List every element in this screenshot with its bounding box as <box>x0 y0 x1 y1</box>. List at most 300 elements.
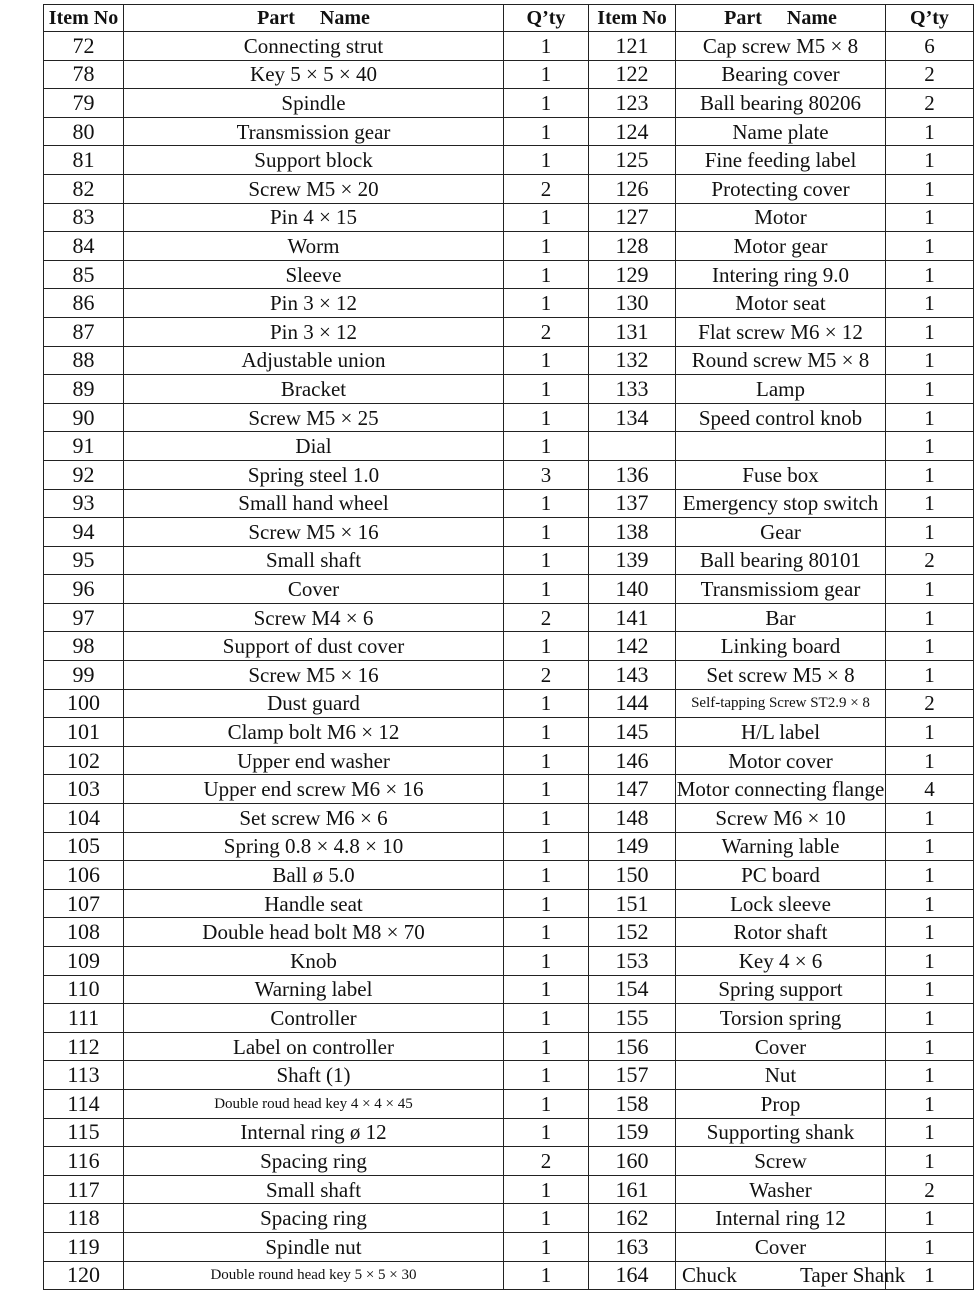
part-name-right: Cap screw M5 × 8 <box>676 32 886 61</box>
quantity-left: 1 <box>504 689 589 718</box>
part-name-left: Double roud head key 4 × 4 × 45 <box>124 1089 504 1118</box>
part-name-left: Ball ø 5.0 <box>124 861 504 890</box>
quantity-right: 1 <box>886 1204 974 1233</box>
quantity-right: 1 <box>886 1061 974 1090</box>
part-name-left: Knob <box>124 947 504 976</box>
item-number-right: 124 <box>589 117 676 146</box>
table-row <box>44 775 974 804</box>
part-name-left: Support block <box>124 146 504 175</box>
header-item-no-left: Item No <box>44 5 124 32</box>
header-part-word: Part <box>257 7 295 29</box>
part-name-left: Spacing ring <box>124 1204 504 1233</box>
quantity-right: 1 <box>886 432 974 461</box>
part-name-left: Spring 0.8 × 4.8 × 10 <box>124 832 504 861</box>
table-row <box>44 203 974 232</box>
table-row <box>44 317 974 346</box>
part-name-left: Screw M5 × 25 <box>124 403 504 432</box>
table-row <box>44 918 974 947</box>
quantity-right: 1 <box>886 460 974 489</box>
item-number-left: 112 <box>44 1032 124 1061</box>
quantity-right: 1 <box>886 947 974 976</box>
quantity-left: 1 <box>504 832 589 861</box>
table-row <box>44 804 974 833</box>
quantity-left: 1 <box>504 918 589 947</box>
item-number-left: 107 <box>44 889 124 918</box>
part-name-left: Internal ring ø 12 <box>124 1118 504 1147</box>
item-number-right: 145 <box>589 718 676 747</box>
item-number-left: 84 <box>44 232 124 261</box>
table-row <box>44 661 974 690</box>
quantity-right: 2 <box>886 689 974 718</box>
item-number-left: 82 <box>44 174 124 203</box>
quantity-right: 1 <box>886 889 974 918</box>
item-number-left: 96 <box>44 575 124 604</box>
quantity-left: 2 <box>504 1147 589 1176</box>
table-row <box>44 832 974 861</box>
part-name-left: Transmission gear <box>124 117 504 146</box>
quantity-right: 1 <box>886 317 974 346</box>
part-name-left: Connecting strut <box>124 32 504 61</box>
quantity-left: 1 <box>504 117 589 146</box>
part-name-left: Screw M5 × 16 <box>124 518 504 547</box>
header-qty-right: Q’ty <box>886 5 974 32</box>
quantity-left: 1 <box>504 1175 589 1204</box>
quantity-left: 1 <box>504 1089 589 1118</box>
part-name-right: Round screw M5 × 8 <box>676 346 886 375</box>
table-row <box>44 947 974 976</box>
parts-table <box>43 4 974 1290</box>
part-name-right: Flat screw M6 × 12 <box>676 317 886 346</box>
item-number-left: 88 <box>44 346 124 375</box>
part-name-right: Self-tapping Screw ST2.9 × 8 <box>676 689 886 718</box>
part-name-right: Torsion spring <box>676 1004 886 1033</box>
quantity-right: 1 <box>886 575 974 604</box>
part-name-right: Ball bearing 80101 <box>676 546 886 575</box>
part-name-left: Warning label <box>124 975 504 1004</box>
item-number-left: 95 <box>44 546 124 575</box>
header-item-no-right: Item No <box>589 5 676 32</box>
item-number-right: 149 <box>589 832 676 861</box>
table-row <box>44 1004 974 1033</box>
part-name-left: Screw M4 × 6 <box>124 603 504 632</box>
part-name-right: Cover <box>676 1232 886 1261</box>
part-name-right: Lock sleeve <box>676 889 886 918</box>
item-number-left: 117 <box>44 1175 124 1204</box>
table-row <box>44 546 974 575</box>
table-row <box>44 603 974 632</box>
item-number-right: 152 <box>589 918 676 947</box>
item-number-right: 164 <box>589 1261 676 1290</box>
item-number-right: 159 <box>589 1118 676 1147</box>
part-name-left: Spindle <box>124 89 504 118</box>
item-number-right: 140 <box>589 575 676 604</box>
item-number-right: 131 <box>589 317 676 346</box>
quantity-right: 1 <box>886 1147 974 1176</box>
header-part-name-right <box>676 5 886 32</box>
item-number-left: 105 <box>44 832 124 861</box>
item-number-right: 133 <box>589 375 676 404</box>
quantity-right: 2 <box>886 546 974 575</box>
quantity-left: 3 <box>504 460 589 489</box>
table-row <box>44 518 974 547</box>
table-row <box>44 1261 974 1290</box>
item-number-left: 115 <box>44 1118 124 1147</box>
item-number-left: 92 <box>44 460 124 489</box>
quantity-right: 1 <box>886 1032 974 1061</box>
header-name-word: Name <box>319 7 370 29</box>
item-number-right: 142 <box>589 632 676 661</box>
quantity-left: 1 <box>504 775 589 804</box>
part-name-left: Pin 3 × 12 <box>124 289 504 318</box>
part-name-left: Dust guard <box>124 689 504 718</box>
item-number-left: 106 <box>44 861 124 890</box>
part-name-right: Lamp <box>676 375 886 404</box>
item-number-right: 155 <box>589 1004 676 1033</box>
item-number-right: 161 <box>589 1175 676 1204</box>
quantity-right: 1 <box>886 804 974 833</box>
quantity-left: 1 <box>504 746 589 775</box>
item-number-left: 90 <box>44 403 124 432</box>
part-name-right <box>676 432 886 461</box>
item-number-right: 126 <box>589 174 676 203</box>
item-number-right: 141 <box>589 603 676 632</box>
quantity-left: 1 <box>504 1204 589 1233</box>
table-row <box>44 575 974 604</box>
item-number-right: 127 <box>589 203 676 232</box>
table-row <box>44 1175 974 1204</box>
part-name-right: PC board <box>676 861 886 890</box>
table-row <box>44 489 974 518</box>
quantity-right: 1 <box>886 918 974 947</box>
quantity-right: 1 <box>886 832 974 861</box>
header-name-word: Name <box>786 7 837 29</box>
part-name-left: Pin 4 × 15 <box>124 203 504 232</box>
quantity-left: 1 <box>504 60 589 89</box>
part-name-left: Spindle nut <box>124 1232 504 1261</box>
table-row <box>44 889 974 918</box>
item-number-left: 113 <box>44 1061 124 1090</box>
item-number-left: 111 <box>44 1004 124 1033</box>
table-row <box>44 232 974 261</box>
part-name-right: Internal ring 12 <box>676 1204 886 1233</box>
quantity-left: 1 <box>504 203 589 232</box>
item-number-right <box>589 432 676 461</box>
quantity-left: 1 <box>504 432 589 461</box>
part-name-right: Screw <box>676 1147 886 1176</box>
quantity-right: 1 <box>886 375 974 404</box>
part-name-left: Sleeve <box>124 260 504 289</box>
item-number-right: 144 <box>589 689 676 718</box>
item-number-right: 154 <box>589 975 676 1004</box>
item-number-left: 118 <box>44 1204 124 1233</box>
item-number-left: 78 <box>44 60 124 89</box>
part-name-left: Worm <box>124 232 504 261</box>
quantity-left: 1 <box>504 403 589 432</box>
item-number-left: 100 <box>44 689 124 718</box>
quantity-left: 1 <box>504 947 589 976</box>
part-name-left: Controller <box>124 1004 504 1033</box>
quantity-right: 1 <box>886 232 974 261</box>
quantity-left: 1 <box>504 1261 589 1290</box>
item-number-right: 137 <box>589 489 676 518</box>
item-number-left: 98 <box>44 632 124 661</box>
item-number-right: 150 <box>589 861 676 890</box>
table-row <box>44 32 974 61</box>
quantity-left: 1 <box>504 1061 589 1090</box>
part-name-right: Motor seat <box>676 289 886 318</box>
item-number-right: 153 <box>589 947 676 976</box>
quantity-left: 1 <box>504 289 589 318</box>
part-name-left: Spring steel 1.0 <box>124 460 504 489</box>
part-name-right: Intering ring 9.0 <box>676 260 886 289</box>
part-name-left: Pin 3 × 12 <box>124 317 504 346</box>
table-row <box>44 260 974 289</box>
quantity-left: 1 <box>504 861 589 890</box>
item-number-left: 72 <box>44 32 124 61</box>
item-number-left: 79 <box>44 89 124 118</box>
quantity-right: 1 <box>886 260 974 289</box>
quantity-right: 1 <box>886 146 974 175</box>
part-name-right <box>676 1261 906 1290</box>
part-name-right: Supporting shank <box>676 1118 886 1147</box>
item-number-right: 130 <box>589 289 676 318</box>
parts-table-body <box>44 32 974 1290</box>
table-row <box>44 1118 974 1147</box>
table-row <box>44 375 974 404</box>
quantity-right: 1 <box>886 632 974 661</box>
item-number-left: 83 <box>44 203 124 232</box>
item-number-left: 80 <box>44 117 124 146</box>
table-row <box>44 89 974 118</box>
quantity-right: 1 <box>886 1261 974 1290</box>
part-name-left: Screw M5 × 16 <box>124 661 504 690</box>
item-number-left: 81 <box>44 146 124 175</box>
part-name-right: Fine feeding label <box>676 146 886 175</box>
part-name-left: Upper end screw M6 × 16 <box>124 775 504 804</box>
quantity-right: 1 <box>886 203 974 232</box>
part-name-left: Label on controller <box>124 1032 504 1061</box>
part-name-left: Key 5 × 5 × 40 <box>124 60 504 89</box>
item-number-right: 146 <box>589 746 676 775</box>
quantity-right: 2 <box>886 60 974 89</box>
table-row <box>44 1204 974 1233</box>
part-name-right: Linking board <box>676 632 886 661</box>
table-row <box>44 1061 974 1090</box>
quantity-left: 1 <box>504 375 589 404</box>
part-name-right: Cover <box>676 1032 886 1061</box>
item-number-right: 151 <box>589 889 676 918</box>
quantity-left: 2 <box>504 174 589 203</box>
item-number-left: 85 <box>44 260 124 289</box>
quantity-left: 1 <box>504 89 589 118</box>
quantity-left: 1 <box>504 975 589 1004</box>
table-row <box>44 718 974 747</box>
part-name-right: Name plate <box>676 117 886 146</box>
quantity-left: 1 <box>504 1118 589 1147</box>
table-row <box>44 174 974 203</box>
part-name-primary: Chuck <box>682 1263 737 1288</box>
item-number-right: 163 <box>589 1232 676 1261</box>
item-number-right: 129 <box>589 260 676 289</box>
table-row <box>44 460 974 489</box>
item-number-left: 119 <box>44 1232 124 1261</box>
quantity-left: 1 <box>504 718 589 747</box>
item-number-left: 93 <box>44 489 124 518</box>
part-name-right: Motor cover <box>676 746 886 775</box>
item-number-left: 104 <box>44 804 124 833</box>
part-name-left: Support of dust cover <box>124 632 504 661</box>
part-name-left: Small hand wheel <box>124 489 504 518</box>
part-name-left: Handle seat <box>124 889 504 918</box>
quantity-left: 1 <box>504 1232 589 1261</box>
item-number-right: 148 <box>589 804 676 833</box>
item-number-right: 138 <box>589 518 676 547</box>
part-name-left: Double head bolt M8 × 70 <box>124 918 504 947</box>
part-name-left: Small shaft <box>124 1175 504 1204</box>
item-number-left: 87 <box>44 317 124 346</box>
part-name-secondary: Taper Shank <box>800 1263 906 1288</box>
quantity-right: 2 <box>886 89 974 118</box>
item-number-left: 91 <box>44 432 124 461</box>
part-name-right: Motor <box>676 203 886 232</box>
item-number-right: 160 <box>589 1147 676 1176</box>
item-number-right: 158 <box>589 1089 676 1118</box>
part-name-left: Set screw M6 × 6 <box>124 804 504 833</box>
quantity-left: 1 <box>504 260 589 289</box>
item-number-right: 122 <box>589 60 676 89</box>
part-name-left: Screw M5 × 20 <box>124 174 504 203</box>
quantity-left: 1 <box>504 346 589 375</box>
quantity-left: 1 <box>504 518 589 547</box>
quantity-left: 1 <box>504 489 589 518</box>
table-row <box>44 975 974 1004</box>
quantity-left: 1 <box>504 1004 589 1033</box>
item-number-left: 97 <box>44 603 124 632</box>
part-name-left: Dial <box>124 432 504 461</box>
quantity-left: 1 <box>504 575 589 604</box>
table-row <box>44 746 974 775</box>
quantity-right: 1 <box>886 1118 974 1147</box>
part-name-right: Ball bearing 80206 <box>676 89 886 118</box>
quantity-right: 2 <box>886 1175 974 1204</box>
item-number-left: 102 <box>44 746 124 775</box>
quantity-left: 1 <box>504 632 589 661</box>
item-number-right: 134 <box>589 403 676 432</box>
part-name-right: Gear <box>676 518 886 547</box>
header-qty-left: Q’ty <box>504 5 589 32</box>
part-name-right: Key 4 × 6 <box>676 947 886 976</box>
part-name-right: Prop <box>676 1089 886 1118</box>
part-name-left: Cover <box>124 575 504 604</box>
item-number-right: 162 <box>589 1204 676 1233</box>
item-number-right: 123 <box>589 89 676 118</box>
table-row <box>44 346 974 375</box>
quantity-left: 1 <box>504 146 589 175</box>
part-name-right: Spring support <box>676 975 886 1004</box>
header-row <box>44 5 974 32</box>
quantity-right: 1 <box>886 346 974 375</box>
header-part-word: Part <box>724 7 762 29</box>
item-number-right: 157 <box>589 1061 676 1090</box>
item-number-right: 125 <box>589 146 676 175</box>
part-name-right: Protecting cover <box>676 174 886 203</box>
part-name-left: Spacing ring <box>124 1147 504 1176</box>
part-name-right: Fuse box <box>676 460 886 489</box>
quantity-left: 1 <box>504 32 589 61</box>
table-row <box>44 1232 974 1261</box>
part-name-left: Double round head key 5 × 5 × 30 <box>124 1261 504 1290</box>
table-row <box>44 689 974 718</box>
part-name-left: Small shaft <box>124 546 504 575</box>
part-name-right: Rotor shaft <box>676 918 886 947</box>
quantity-right: 1 <box>886 117 974 146</box>
item-number-right: 143 <box>589 661 676 690</box>
quantity-right: 1 <box>886 661 974 690</box>
table-row <box>44 403 974 432</box>
quantity-right: 1 <box>886 1089 974 1118</box>
quantity-right: 1 <box>886 489 974 518</box>
item-number-right: 147 <box>589 775 676 804</box>
item-number-left: 86 <box>44 289 124 318</box>
part-name-right: Nut <box>676 1061 886 1090</box>
part-name-right: Set screw M5 × 8 <box>676 661 886 690</box>
part-name-left: Clamp bolt M6 × 12 <box>124 718 504 747</box>
part-name-right: H/L label <box>676 718 886 747</box>
table-row <box>44 1089 974 1118</box>
part-name-left: Adjustable union <box>124 346 504 375</box>
quantity-right: 1 <box>886 289 974 318</box>
item-number-left: 108 <box>44 918 124 947</box>
part-name-right: Emergency stop switch <box>676 489 886 518</box>
table-row <box>44 1032 974 1061</box>
part-name-right: Washer <box>676 1175 886 1204</box>
item-number-right: 128 <box>589 232 676 261</box>
quantity-left: 1 <box>504 232 589 261</box>
item-number-right: 136 <box>589 460 676 489</box>
table-row <box>44 146 974 175</box>
table-row <box>44 861 974 890</box>
item-number-left: 99 <box>44 661 124 690</box>
quantity-left: 1 <box>504 804 589 833</box>
quantity-right: 6 <box>886 32 974 61</box>
part-name-left: Bracket <box>124 375 504 404</box>
parts-list-sheet <box>43 4 973 1290</box>
item-number-left: 114 <box>44 1089 124 1118</box>
quantity-right: 1 <box>886 518 974 547</box>
item-number-right: 121 <box>589 32 676 61</box>
quantity-left: 1 <box>504 889 589 918</box>
item-number-left: 120 <box>44 1261 124 1290</box>
part-name-right: Warning lable <box>676 832 886 861</box>
quantity-right: 1 <box>886 403 974 432</box>
table-row <box>44 632 974 661</box>
part-name-right: Motor gear <box>676 232 886 261</box>
quantity-left: 2 <box>504 661 589 690</box>
item-number-left: 103 <box>44 775 124 804</box>
quantity-right: 1 <box>886 746 974 775</box>
part-name-right: Screw M6 × 10 <box>676 804 886 833</box>
quantity-right: 1 <box>886 718 974 747</box>
table-row <box>44 1147 974 1176</box>
table-row <box>44 432 974 461</box>
part-name-left: Shaft (1) <box>124 1061 504 1090</box>
quantity-right: 4 <box>886 775 974 804</box>
header-part-name-left <box>124 5 504 32</box>
quantity-right: 1 <box>886 603 974 632</box>
table-row <box>44 117 974 146</box>
item-number-left: 101 <box>44 718 124 747</box>
quantity-left: 1 <box>504 546 589 575</box>
